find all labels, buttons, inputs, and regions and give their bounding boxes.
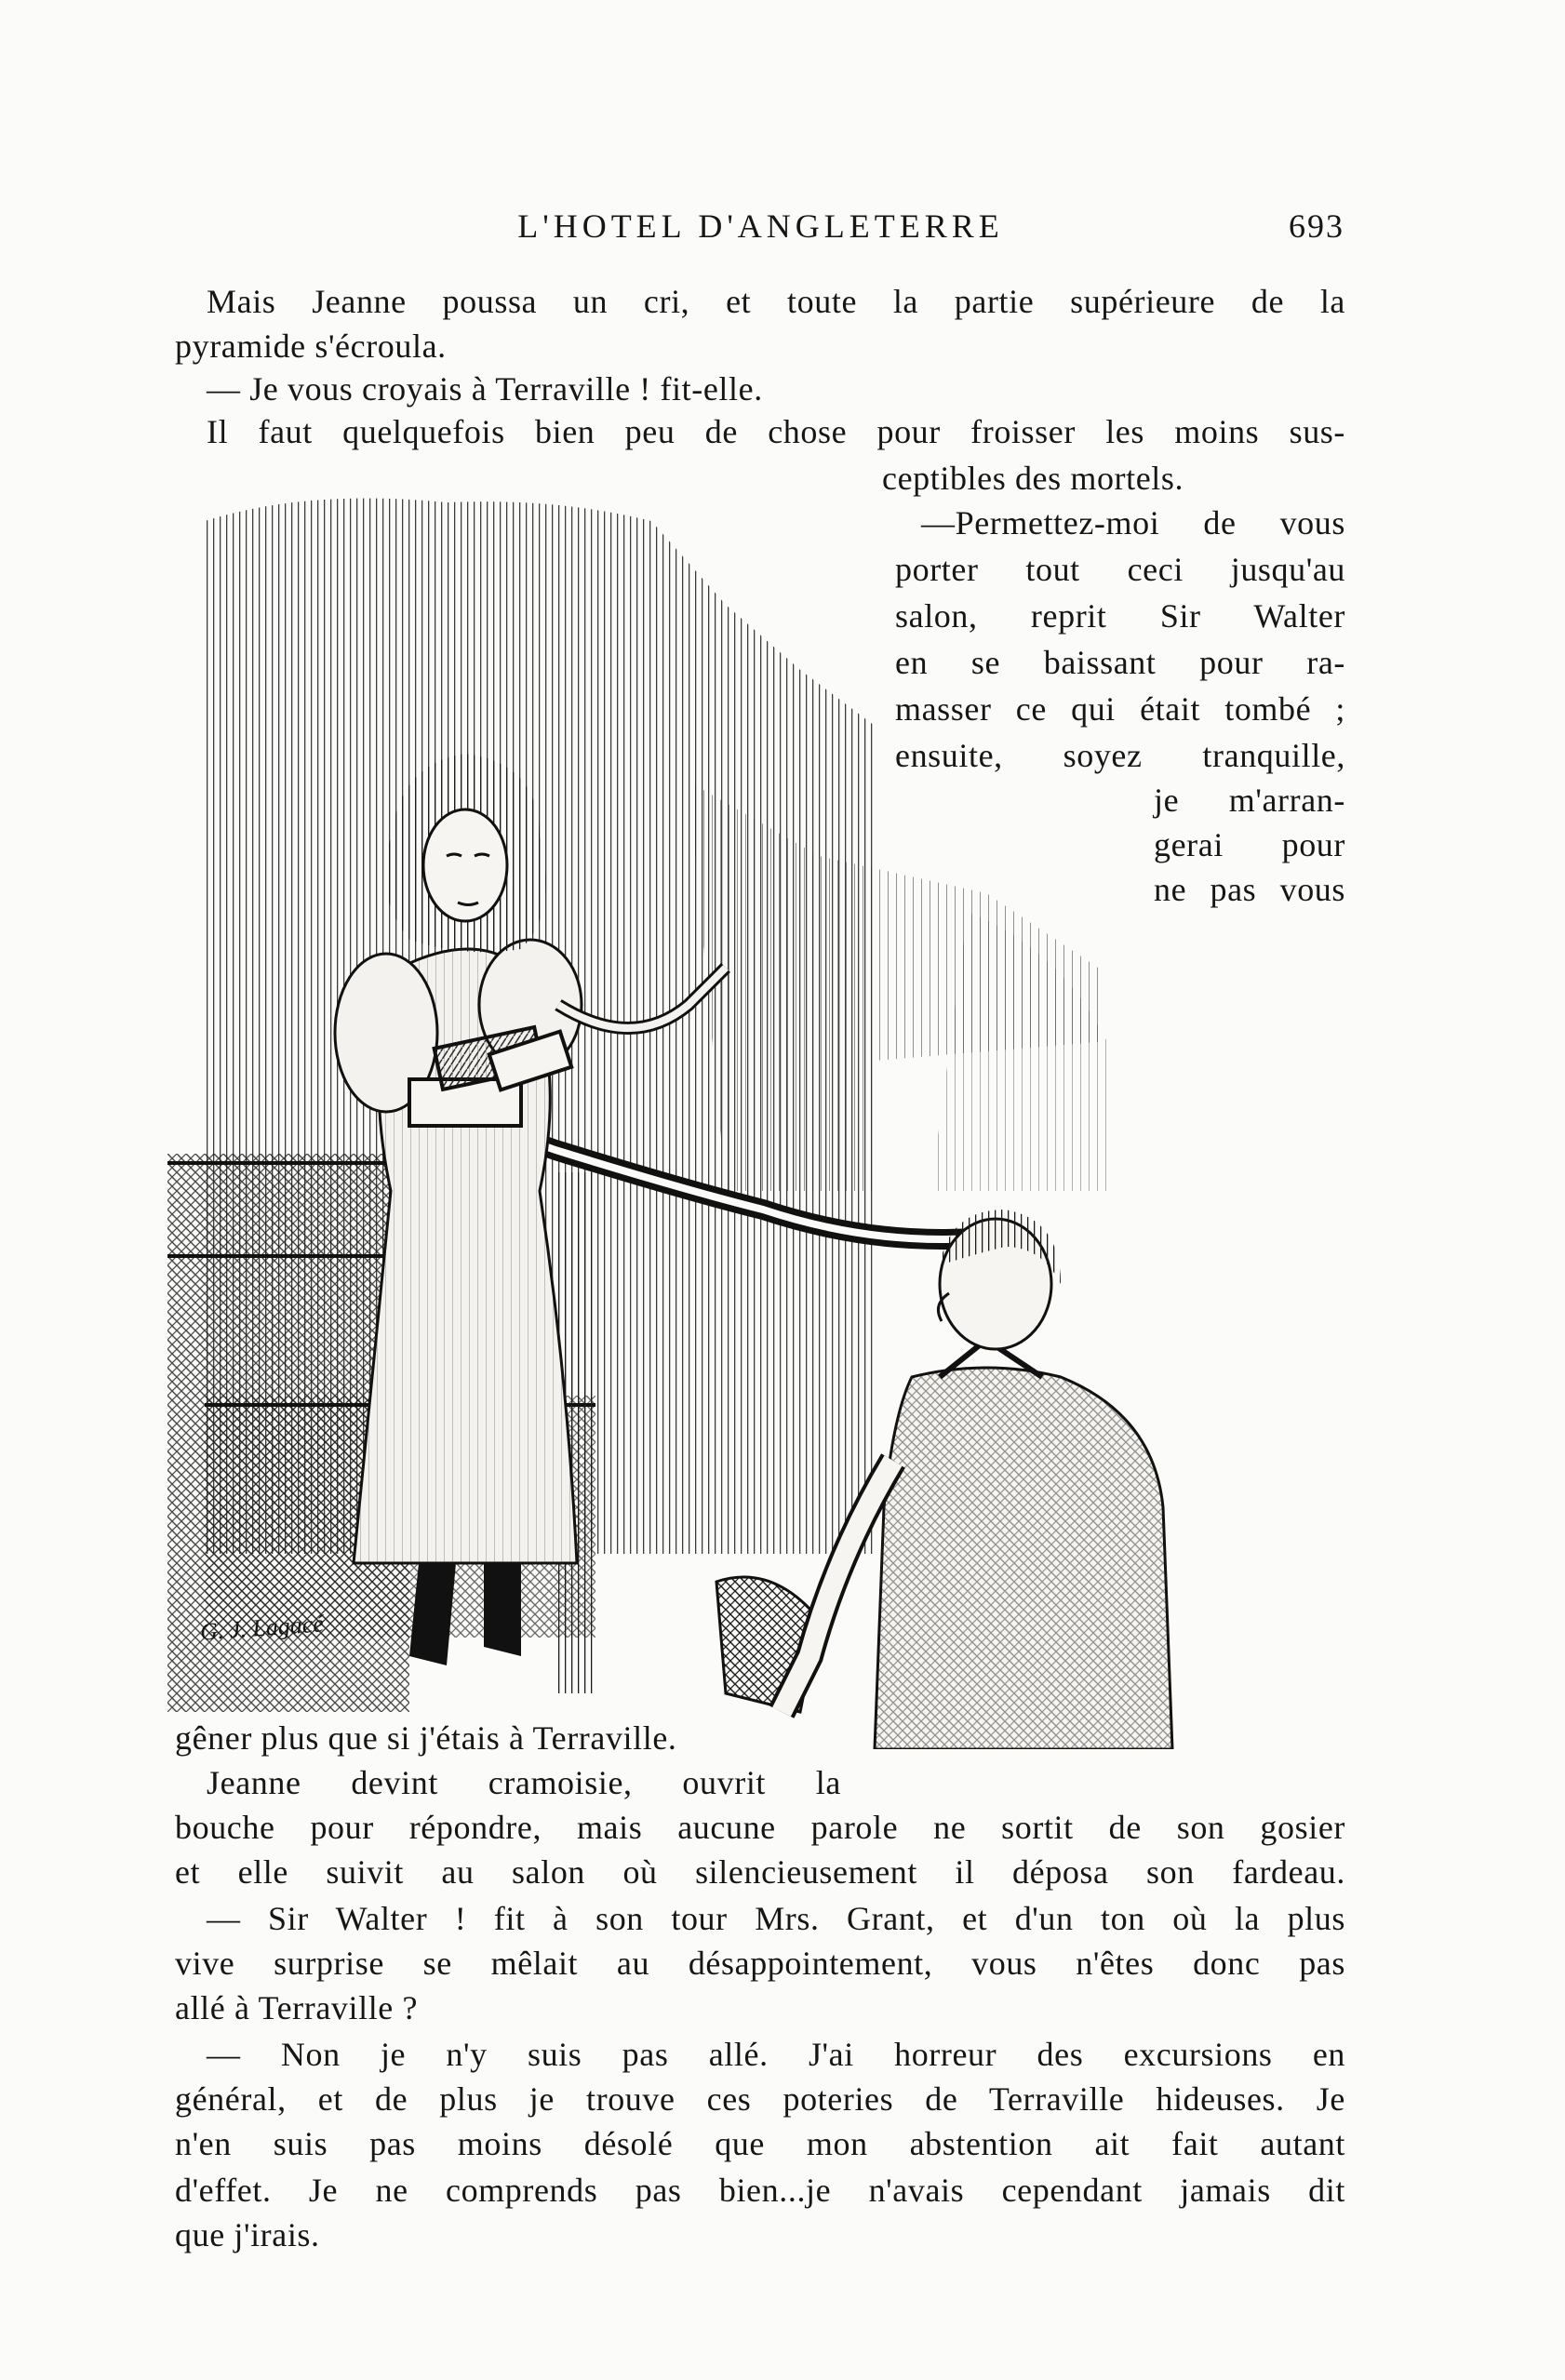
text-line: — Sir Walter ! fit à son tour Mrs. Grant, et d'un ton où la plus [207,1900,1345,1937]
text-line: porter tout ceci jusqu'au [895,551,1345,588]
text-line: — Je vous croyais à Terraville ! fit-elle. [207,370,763,408]
page-header [177,207,1344,247]
text-line: général, et de plus je trouve ces poteries de Terraville hideuses. Je [175,2080,1345,2118]
page-number: 693 [1289,207,1344,245]
text-line: —Permettez-moi de vous [921,504,1345,542]
text-line: pyramide s'écroula. [175,328,447,365]
text-line: — Non je n'y suis pas allé. J'ai horreur des excursions en [207,2036,1345,2073]
text-line: que j'irais. [175,2216,320,2253]
text-line: en se baissant pour ra- [895,644,1345,681]
text-line: Il faut quelquefois bien peu de chose pour froisser les moins sus- [207,413,1345,450]
text-line: Mais Jeanne poussa un cri, et toute la partie supérieure de la [207,283,1345,320]
text-line: gêner plus que si j'étais à Terraville. [175,1719,677,1757]
text-line: allé à Terraville ? [175,1989,419,2026]
engraving-illustration [167,484,1349,1749]
text-line: ceptibles des mortels. [882,460,1184,497]
text-line: Jeanne devint cramoisie, ouvrit la [207,1764,841,1801]
text-line: je m'arran- [1154,782,1345,819]
text-line: et elle suivit au salon où silencieusement il déposa son fardeau. [175,1853,1345,1891]
text-line: gerai pour [1154,826,1345,863]
text-line: bouche pour répondre, mais aucune parole ne sortit de son gosier [175,1809,1345,1846]
text-line: n'en suis pas moins désolé que mon abstention ait fait autant [175,2125,1345,2162]
text-line: salon, reprit Sir Walter [895,597,1345,635]
text-line: vive surprise se mêlait au désappointement, vous n'êtes donc pas [175,1945,1345,1982]
running-title: L'HOTEL D'ANGLETERRE [517,207,1004,245]
illustrator-signature: G. J. Lagacé [199,1610,325,1646]
text-line: ensuite, soyez tranquille, [895,737,1345,774]
text-line: ne pas vous [1154,871,1345,908]
text-line: masser ce qui était tombé ; [895,690,1345,728]
text-line: d'effet. Je ne comprends pas bien...je n'avais cependant jamais dit [175,2172,1345,2209]
